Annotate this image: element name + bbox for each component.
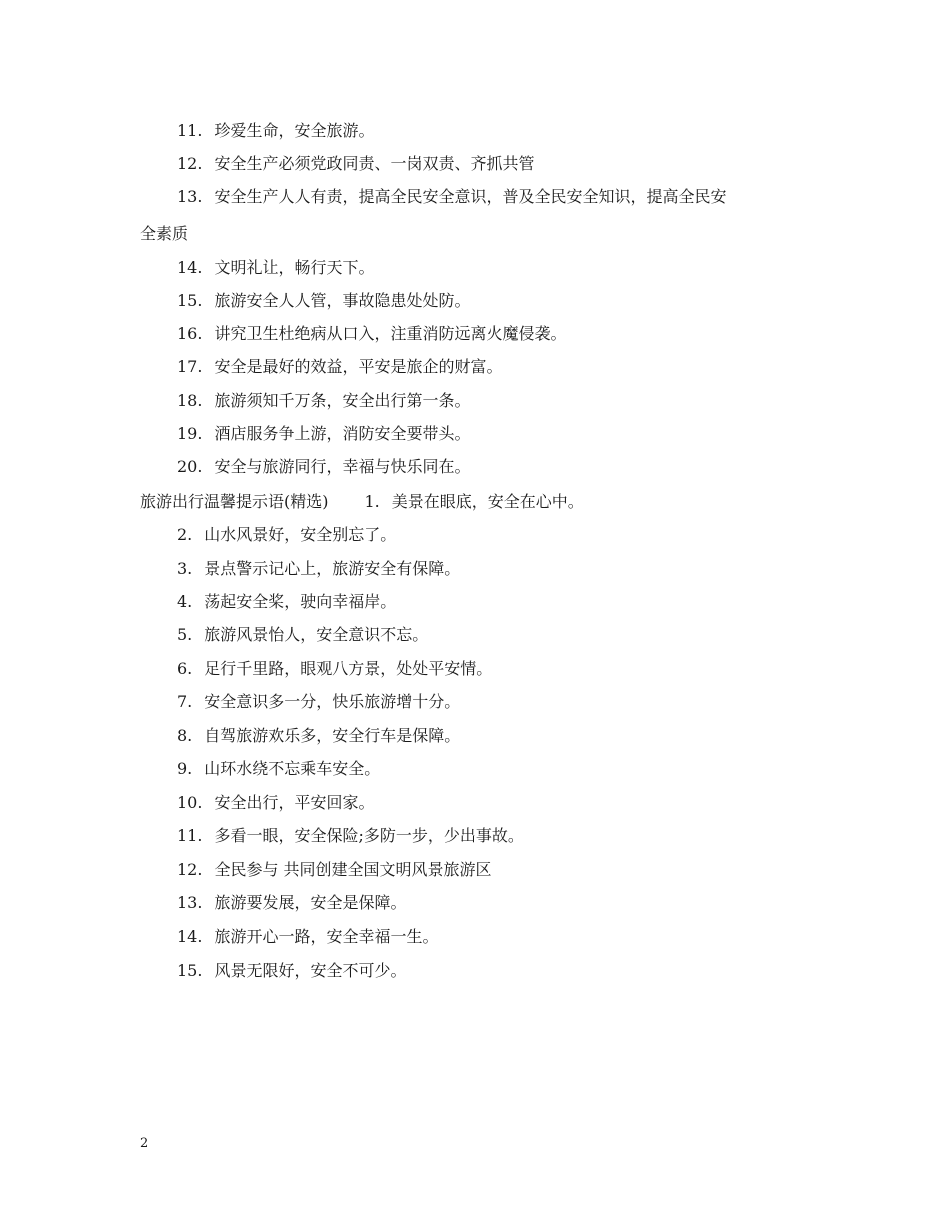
item-number: 15.: [177, 961, 203, 980]
page-number: 2: [140, 1136, 149, 1151]
list-item: [177, 324, 566, 344]
item-text: 足行千里路，眼观八方景，处处平安情。: [204, 659, 493, 678]
item-text: 旅游安全人人管，事故隐患处处防。: [214, 291, 471, 310]
item-number: 13.: [177, 187, 203, 206]
list-item: [177, 187, 726, 207]
item-text: 风景无限好，安全不可少。: [214, 961, 407, 980]
item-text: 安全出行，平安回家。: [214, 793, 375, 812]
item-text: 珍爱生命，安全旅游。: [214, 121, 375, 140]
item-number: 19.: [177, 424, 203, 443]
item-text: 文明礼让，畅行天下。: [214, 258, 375, 277]
list-item: [177, 726, 460, 746]
item-text: 自驾旅游欢乐多，安全行车是保障。: [204, 726, 461, 745]
item-text: 山环水绕不忘乘车安全。: [204, 759, 381, 778]
item-number: 8.: [177, 726, 193, 745]
list-item: [177, 927, 438, 947]
item-number: 11.: [177, 826, 203, 845]
list-item: [177, 860, 492, 880]
item-number: 10.: [177, 793, 203, 812]
item-number: 2.: [177, 525, 193, 544]
list-item: [177, 961, 406, 981]
list-item: [177, 525, 396, 545]
list-item: [177, 592, 396, 612]
item-text: 景点警示记心上，旅游安全有保障。: [204, 559, 461, 578]
item-text: 安全与旅游同行，幸福与快乐同在。: [214, 457, 471, 476]
item-number: 14.: [177, 927, 203, 946]
list-item: [177, 154, 534, 174]
item-text: 讲究卫生杜绝病从口入，注重消防远离火魔侵袭。: [214, 324, 567, 343]
list-item: [177, 659, 492, 679]
item-text: 旅游风景怡人，安全意识不忘。: [204, 625, 429, 644]
item-text: 多看一眼，安全保险;多防一步，少出事故。: [214, 826, 524, 845]
item-number: 7.: [177, 692, 193, 711]
item-number: 6.: [177, 659, 193, 678]
list-item: [177, 893, 406, 913]
item-number: 16.: [177, 324, 203, 343]
list-item: [177, 457, 470, 477]
item-number: 17.: [177, 357, 203, 376]
list-item: [177, 559, 460, 579]
item-number: 9.: [177, 759, 193, 778]
list-item: [177, 625, 428, 645]
item-number: 12.: [177, 154, 203, 173]
item-text: 酒店服务争上游，消防安全要带头。: [214, 424, 471, 443]
item-number: 3.: [177, 559, 193, 578]
item-number: 1.: [364, 492, 380, 511]
list-item: [177, 121, 374, 141]
item-text: 旅游要发展，安全是保障。: [214, 893, 407, 912]
item-text: 安全是最好的效益，平安是旅企的财富。: [214, 357, 503, 376]
item-number: 12.: [177, 860, 203, 879]
item-number: 14.: [177, 258, 203, 277]
item-number: 4.: [177, 592, 193, 611]
item-number: 20.: [177, 457, 203, 476]
section-heading: [140, 492, 584, 512]
item-text: 旅游开心一路，安全幸福一生。: [214, 927, 439, 946]
item-text: 安全生产必须党政同责、一岗双责、齐抓共管: [214, 154, 535, 173]
item-text: 旅游须知千万条，安全出行第一条。: [214, 391, 471, 410]
item-number: 18.: [177, 391, 203, 410]
list-item: [177, 424, 470, 444]
list-item: [177, 826, 524, 846]
list-item: [177, 391, 470, 411]
item-number: 15.: [177, 291, 203, 310]
item-number: 5.: [177, 625, 193, 644]
item-number: 11.: [177, 121, 203, 140]
item-text: 安全生产人人有责，提高全民安全意识，普及全民安全知识，提高全民安: [214, 187, 727, 206]
list-item: [177, 759, 380, 779]
list-item: [177, 692, 460, 712]
item-text: 安全意识多一分，快乐旅游增十分。: [204, 692, 461, 711]
heading-title: 旅游出行温馨提示语(精选): [140, 492, 329, 511]
item-text: 美景在眼底，安全在心中。: [391, 492, 584, 511]
list-item: [177, 357, 502, 377]
list-item: [177, 793, 374, 813]
list-item: [177, 258, 374, 278]
item-text: 荡起安全桨，驶向幸福岸。: [204, 592, 397, 611]
list-item: [177, 291, 470, 311]
item-number: 13.: [177, 893, 203, 912]
list-item-continuation: 全素质: [140, 224, 189, 243]
item-text: 山水风景好，安全别忘了。: [204, 525, 397, 544]
item-text: 全民参与 共同创建全国文明风景旅游区: [214, 860, 492, 879]
